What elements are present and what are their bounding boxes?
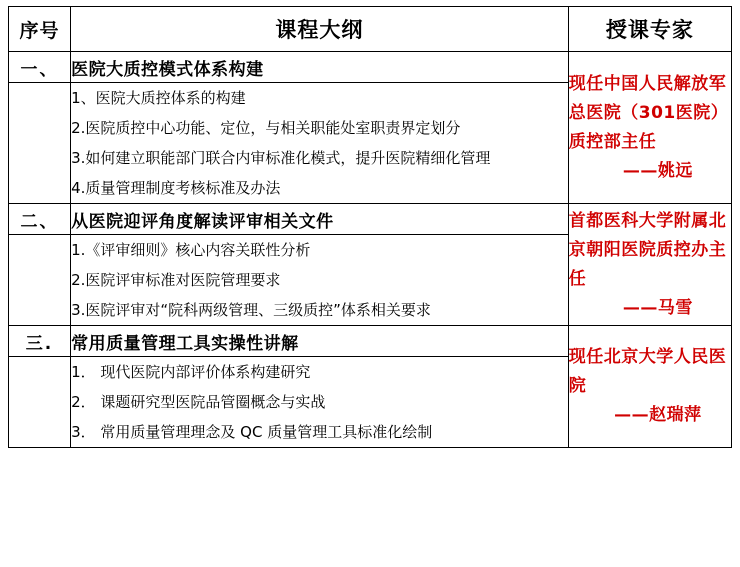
row-index-spacer-2 [9, 235, 71, 326]
table-row [9, 326, 732, 357]
column-header-outline: 课程大纲 [71, 7, 569, 52]
expert-cell-2 [568, 204, 731, 326]
list-item: 3.如何建立职能部门联合内审标准化模式，提升医院精细化管理 [71, 149, 491, 167]
list-item: 3． 常用质量管理理念及 QC 质量管理工具标准化绘制 [71, 423, 433, 441]
section-title-3: 常用质量管理工具实操性讲解 [71, 326, 569, 357]
expert-title-2: 首都医科大学附属北京朝阳医院质控办主任 [568, 210, 727, 289]
row-index-spacer-1 [9, 83, 71, 204]
row-index-spacer-3 [9, 357, 71, 448]
section-title-1: 医院大质控模式体系构建 [71, 52, 569, 83]
expert-name-3: ——赵瑞萍 [614, 405, 702, 425]
list-item: 2.医院评审标准对医院管理要求 [71, 271, 281, 289]
expert-cell-3 [568, 326, 731, 448]
expert-name-1: ——姚远 [622, 160, 693, 181]
expert-title-1: 现任中国人民解放军总医院（301医院）质控部主任 [568, 73, 729, 152]
list-item: 2.医院质控中心功能、定位，与相关职能处室职责界定划分 [71, 119, 461, 137]
table-row [9, 52, 732, 83]
row-index-2: 二、 [9, 204, 71, 235]
section-items-1 [71, 83, 569, 204]
course-outline-document [0, 6, 740, 567]
table-row [9, 204, 732, 235]
table-header-row [9, 7, 732, 52]
expert-name-2: ——马雪 [622, 297, 693, 318]
expert-title-3: 现任北京大学人民医院 [568, 347, 727, 396]
column-header-expert: 授课专家 [568, 7, 731, 52]
list-item: 3.医院评审对“院科两级管理、三级质控”体系相关要求 [71, 301, 431, 319]
course-outline-table [8, 6, 732, 448]
section-items-3 [71, 357, 569, 448]
section-items-2 [71, 235, 569, 326]
list-item: 1． 现代医院内部评价体系构建研究 [71, 363, 311, 381]
row-index-3: 三. [9, 326, 71, 357]
expert-cell-1 [568, 52, 731, 204]
list-item: 4.质量管理制度考核标准及办法 [71, 179, 281, 197]
row-index-1: 一、 [9, 52, 71, 83]
column-header-no: 序号 [9, 7, 71, 52]
list-item: 1.《评审细则》核心内容关联性分析 [71, 241, 311, 259]
list-item: 2． 课题研究型医院品管圈概念与实战 [71, 393, 326, 411]
list-item: 1、医院大质控体系的构建 [71, 89, 246, 107]
section-title-2: 从医院迎评角度解读评审相关文件 [71, 204, 569, 235]
